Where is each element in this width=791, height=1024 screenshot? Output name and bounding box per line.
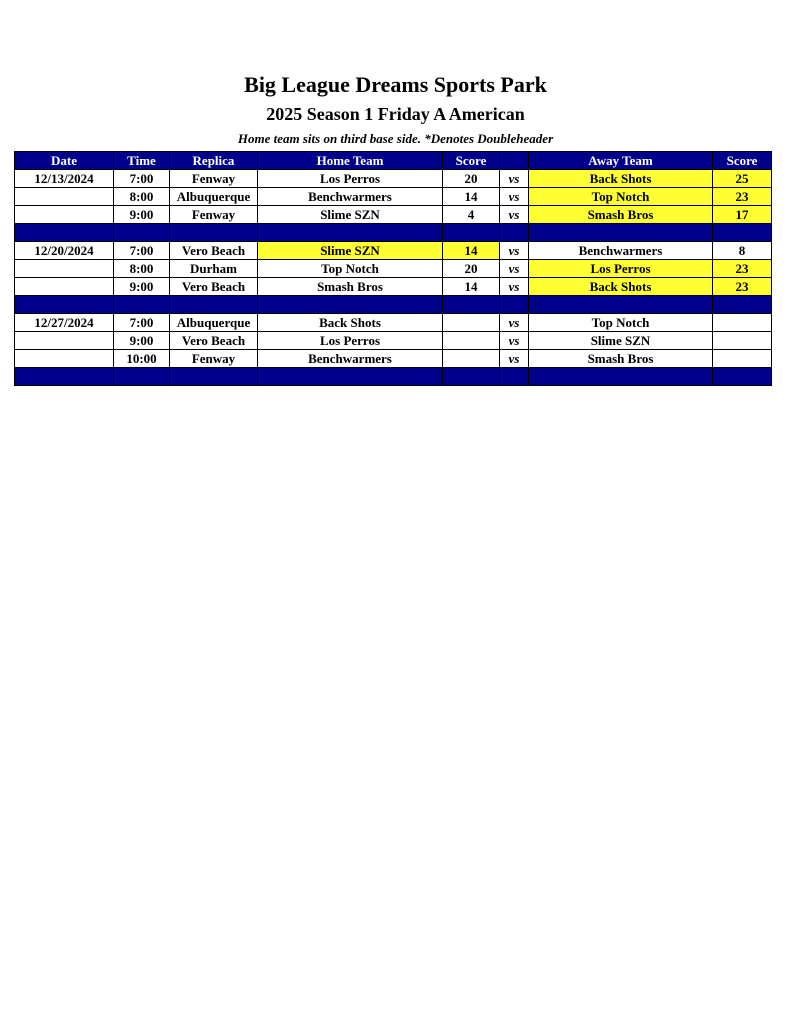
vs-cell: vs <box>500 260 529 278</box>
date-cell: 12/13/2024 <box>15 170 114 188</box>
separator-cell <box>443 368 500 386</box>
separator-cell <box>15 296 114 314</box>
separator-cell <box>500 368 529 386</box>
column-header-home-score: Score <box>443 152 500 170</box>
away-score-cell <box>713 332 772 350</box>
table-row <box>15 206 772 224</box>
separator-cell <box>500 224 529 242</box>
column-header-away-score: Score <box>713 152 772 170</box>
date-cell <box>15 188 114 206</box>
replica-cell: Durham <box>170 260 258 278</box>
replica-cell: Albuquerque <box>170 314 258 332</box>
replica-cell: Albuquerque <box>170 188 258 206</box>
away-team-cell: Back Shots <box>529 278 713 296</box>
home-score-cell: 14 <box>443 242 500 260</box>
home-score-cell <box>443 350 500 368</box>
vs-cell: vs <box>500 206 529 224</box>
time-cell: 9:00 <box>114 206 170 224</box>
home-team-cell: Slime SZN <box>258 206 443 224</box>
separator-cell <box>114 296 170 314</box>
replica-cell: Fenway <box>170 206 258 224</box>
away-team-cell: Los Perros <box>529 260 713 278</box>
home-team-cell: Back Shots <box>258 314 443 332</box>
separator-cell <box>170 296 258 314</box>
separator-cell <box>15 224 114 242</box>
page-subtitle: 2025 Season 1 Friday A American <box>266 104 525 124</box>
time-cell: 10:00 <box>114 350 170 368</box>
home-team-cell: Los Perros <box>258 170 443 188</box>
time-cell: 7:00 <box>114 242 170 260</box>
replica-cell: Fenway <box>170 350 258 368</box>
time-cell: 9:00 <box>114 332 170 350</box>
separator-cell <box>170 224 258 242</box>
away-score-cell <box>713 350 772 368</box>
home-score-cell: 14 <box>443 278 500 296</box>
separator-cell <box>500 296 529 314</box>
home-team-cell: Benchwarmers <box>258 188 443 206</box>
separator-cell <box>258 368 443 386</box>
column-header-vs <box>500 152 529 170</box>
home-score-cell <box>443 314 500 332</box>
separator-cell <box>713 296 772 314</box>
home-score-cell: 14 <box>443 188 500 206</box>
separator-cell <box>713 224 772 242</box>
replica-cell: Vero Beach <box>170 332 258 350</box>
week-separator-row <box>15 296 772 314</box>
away-team-cell: Top Notch <box>529 188 713 206</box>
away-score-cell: 23 <box>713 278 772 296</box>
date-cell <box>15 350 114 368</box>
column-header-time: Time <box>114 152 170 170</box>
vs-cell: vs <box>500 314 529 332</box>
separator-cell <box>443 296 500 314</box>
date-cell <box>15 260 114 278</box>
table-row <box>15 332 772 350</box>
separator-cell <box>529 296 713 314</box>
replica-cell: Vero Beach <box>170 242 258 260</box>
table-row <box>15 260 772 278</box>
away-score-cell: 25 <box>713 170 772 188</box>
vs-cell: vs <box>500 170 529 188</box>
week-separator-row <box>15 224 772 242</box>
schedule-note: Home team sits on third base side. *Denotes Doubleheader <box>237 131 554 146</box>
table-row <box>15 350 772 368</box>
table-row <box>15 188 772 206</box>
time-cell: 9:00 <box>114 278 170 296</box>
away-team-cell: Back Shots <box>529 170 713 188</box>
away-team-cell: Smash Bros <box>529 206 713 224</box>
separator-cell <box>258 224 443 242</box>
vs-cell: vs <box>500 278 529 296</box>
home-team-cell: Smash Bros <box>258 278 443 296</box>
column-header-replica: Replica <box>170 152 258 170</box>
time-cell: 8:00 <box>114 260 170 278</box>
home-score-cell <box>443 332 500 350</box>
away-team-cell: Top Notch <box>529 314 713 332</box>
date-cell: 12/27/2024 <box>15 314 114 332</box>
separator-cell <box>170 368 258 386</box>
home-score-cell: 20 <box>443 170 500 188</box>
table-row <box>15 314 772 332</box>
vs-cell: vs <box>500 242 529 260</box>
separator-cell <box>114 224 170 242</box>
column-header-away-team: Away Team <box>529 152 713 170</box>
table-row <box>15 170 772 188</box>
date-cell <box>15 278 114 296</box>
replica-cell: Vero Beach <box>170 278 258 296</box>
away-score-cell: 17 <box>713 206 772 224</box>
separator-cell <box>15 368 114 386</box>
separator-cell <box>713 368 772 386</box>
vs-cell: vs <box>500 350 529 368</box>
time-cell: 8:00 <box>114 188 170 206</box>
separator-cell <box>529 224 713 242</box>
date-cell <box>15 332 114 350</box>
separator-cell <box>114 368 170 386</box>
replica-cell: Fenway <box>170 170 258 188</box>
away-score-cell: 23 <box>713 188 772 206</box>
home-team-cell: Los Perros <box>258 332 443 350</box>
time-cell: 7:00 <box>114 314 170 332</box>
page-title: Big League Dreams Sports Park <box>244 72 547 97</box>
date-cell: 12/20/2024 <box>15 242 114 260</box>
table-row <box>15 278 772 296</box>
schedule-table <box>14 151 772 386</box>
away-score-cell: 8 <box>713 242 772 260</box>
time-cell: 7:00 <box>114 170 170 188</box>
home-team-cell: Slime SZN <box>258 242 443 260</box>
away-score-cell: 23 <box>713 260 772 278</box>
separator-cell <box>529 368 713 386</box>
column-header-date: Date <box>15 152 114 170</box>
away-score-cell <box>713 314 772 332</box>
vs-cell: vs <box>500 332 529 350</box>
column-header-home-team: Home Team <box>258 152 443 170</box>
home-team-cell: Benchwarmers <box>258 350 443 368</box>
table-header-row <box>15 152 772 170</box>
away-team-cell: Benchwarmers <box>529 242 713 260</box>
separator-cell <box>258 296 443 314</box>
table-row <box>15 242 772 260</box>
date-cell <box>15 206 114 224</box>
schedule-body <box>15 170 772 386</box>
away-team-cell: Smash Bros <box>529 350 713 368</box>
vs-cell: vs <box>500 188 529 206</box>
home-score-cell: 20 <box>443 260 500 278</box>
separator-cell <box>443 224 500 242</box>
home-team-cell: Top Notch <box>258 260 443 278</box>
home-score-cell: 4 <box>443 206 500 224</box>
week-separator-row <box>15 368 772 386</box>
away-team-cell: Slime SZN <box>529 332 713 350</box>
